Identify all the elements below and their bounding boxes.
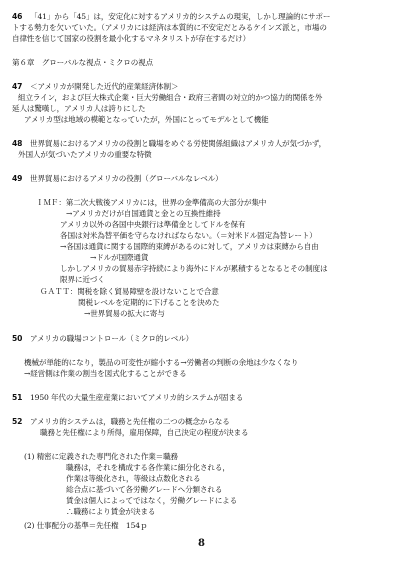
text-line: (2) 仕事配分の基準＝先任権 154ｐ	[24, 521, 148, 530]
text-line: →アメリカだけが自国通貨と金との互換性維持	[66, 209, 221, 218]
text-line: 1950 年代の大量生産産業においてアメリカ的システムが固まる	[30, 393, 244, 402]
item-number: 47	[12, 82, 23, 91]
text-line: (1) 精密に定義された専門化された作業＝職務	[24, 452, 178, 461]
text-line: アメリカ的システムは，職務と先任権の二つの概念からなる	[30, 417, 230, 426]
text-line: ＜アメリカが開発した近代的産業経済体制＞	[30, 82, 179, 91]
chapter-heading: 第６章 グローバルな視点・ミクロの視点	[12, 58, 154, 67]
text-line: アメリカ以外の各国中央銀行は準備金としてドルを保有	[60, 220, 246, 229]
text-line: トする勢力を欠いていた。（アメリカには経済は本質的に不安定だとみるケインズ派と，市場の	[12, 23, 327, 32]
text-line: アメリカ型は地域の模範となっていたが，外国にとってモデルとして機能	[24, 115, 269, 124]
text-line: 「41」から「45」は，安定化に対するアメリカ的システムの現実，しかし理論的にサポー	[30, 12, 331, 21]
text-line: 賃金は個人によってではなく，労働グレードによる	[66, 496, 238, 505]
text-line: 延人は驚嘆し，アメリカ人は誇りにした	[12, 104, 146, 113]
text-line: 関税レベルを定期的に下げることを決めた	[78, 298, 220, 307]
text-line: 自律性を信じて国家の役割を最小化するマネタリストが存在するだけ）	[12, 34, 251, 43]
text-line: ∴職務により賃金が決まる	[66, 507, 156, 516]
item-number: 46	[12, 12, 23, 21]
text-line: →各国は通貨に関する国際的束縛があるのに対して，アメリカは束縛から自由	[60, 242, 319, 251]
item-number: 49	[12, 174, 23, 183]
text-line: →経営側は作業の割当を図式化することができる	[24, 369, 187, 378]
text-line: 作業は等級化され，等級は点数化される	[66, 474, 201, 483]
item-number: 51	[12, 393, 23, 402]
text-line: →ドルが国際通貨	[90, 253, 149, 262]
text-line: 職務は，それを構成する各作業に細分化される，	[66, 463, 230, 472]
text-line: ＩＭＦ：第二次大戦後アメリカには，世界の金準備高の大部分が集中	[36, 198, 267, 207]
text-line: アメリカの職場コントロール（ミクロ的レベル）	[30, 334, 194, 343]
page-number: 8	[198, 538, 205, 549]
item-number: 52	[12, 417, 23, 426]
text-line: しかしアメリカの貿易赤字持続により海外にドルが累積するとなるとその制度は	[60, 264, 328, 273]
item-number: 50	[12, 334, 23, 343]
text-line: 各国は対米為替平価を守らなければならない。（＝対米ドル固定為替レート）	[60, 231, 317, 240]
text-line: 外国人が気づいたアメリカの重要な特徴	[18, 150, 152, 159]
text-line: ＧＡＴＴ：関税を除く貿易障壁を設けないことで合意	[40, 287, 219, 296]
text-line: 総合点に基づいて各労働グレードへ分類される	[66, 485, 223, 494]
text-line: 限界に近づく	[60, 275, 105, 284]
text-line: 組立ライン，および巨大株式企業・巨大労働組合・政府三者間の対立的かつ協力的関係を外	[18, 93, 323, 102]
text-line: →世界貿易の拡大に寄与	[84, 309, 165, 318]
text-line: 世界貿易におけるアメリカの役割（グローバルなレベル）	[30, 174, 223, 183]
text-line: 職務と先任権により所得，雇用保障，自己決定の程度が決まる	[40, 428, 249, 437]
item-number: 48	[12, 139, 23, 148]
text-line: 機械が単能的になり，製品の可変性が縮小する→労働者の判断の余地は少なくなり	[24, 358, 299, 367]
text-line: 世界貿易におけるアメリカの役割と職場をめぐる労使関係組織はアメリカ人が気づかず，	[30, 139, 327, 148]
